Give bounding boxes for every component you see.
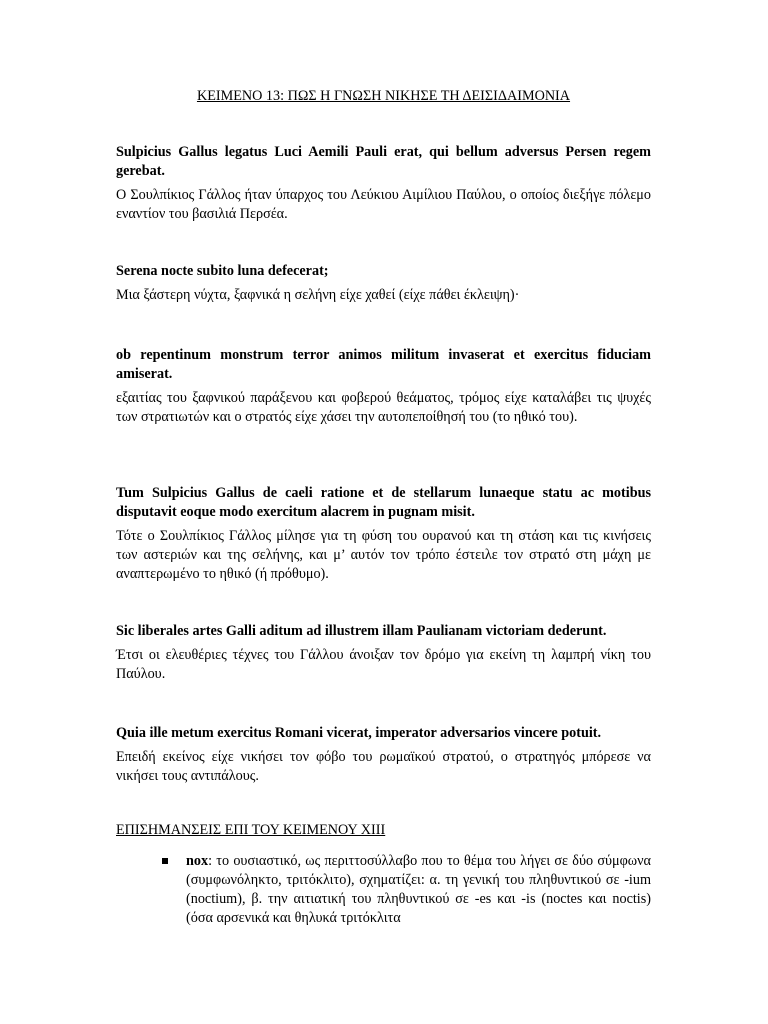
- list-item: [162, 852, 651, 928]
- greek-translation: Μια ξάστερη νύχτα, ξαφνικά η σελήνη είχε χαθεί (είχε πάθει έκλειψη)·: [116, 287, 520, 303]
- text-section-3: [116, 346, 651, 427]
- document-title: ΚΕΙΜΕΝΟ 13: ΠΩΣ Η ΓΝΩΣΗ ΝΙΚΗΣΕ ΤΗ ΔΕΙΣΙΔΑΙΜΟΝΙΑ: [196, 88, 571, 104]
- latin-sentence: Tum Sulpicius Gallus de caeli ratione et de stellarum lunaeque statu ac motibus disputavit eoque modo exercitum alacrem in pugnam misit.: [116, 485, 651, 520]
- note-term: nox: [186, 853, 209, 869]
- latin-sentence: Quia ille metum exercitus Romani vicerat, imperator adversarios vincere potuit.: [116, 725, 602, 741]
- greek-translation: Τότε ο Σουλπίκιος Γάλλος μίλησε για τη φύση του ουρανού και τη στάση και τις κινήσεις των αστεριών και της σελήνης, και μ’ αυτόν τον τρόπο έστειλε τον στρατό στη μάχη με αναπτερωμένο το ηθικό (ή πρόθυμο).: [116, 528, 651, 582]
- text-section-5: [116, 622, 651, 684]
- text-section-2: [116, 262, 651, 305]
- note-text: : το ουσιαστικό, ως περιττοσύλλαβο που το θέμα του λήγει σε δύο σύμφωνα (συμφωνόληκτο, τριτόκλιτο), σχηματίζει: α. τη γενική του πληθυντικού σε -ium (noctium), β. την αιτιατική του πληθυντικού σε -es και -is (noctes και noctis) (όσα αρσενικά και θηλυκά τριτόκλιτα: [186, 853, 651, 926]
- square-bullet-icon: [162, 858, 168, 864]
- greek-translation: Επειδή εκείνος είχε νικήσει τον φόβο του ρωμαϊκού στρατού, ο στρατηγός μπόρεσε να νικήσει τους αντιπάλους.: [116, 749, 651, 784]
- text-section-4: [116, 484, 651, 584]
- latin-sentence: ob repentinum monstrum terror animos militum invaserat et exercitus fiduciam amiserat.: [116, 347, 651, 382]
- greek-translation: εξαιτίας του ξαφνικού παράξενου και φοβερού θεάματος, τρόμος είχε καταλάβει τις ψυχές των στρατιωτών και ο στρατός είχε χάσει την αυτοπεποίθησή του (το ηθικό του).: [116, 390, 651, 425]
- greek-translation: Ο Σουλπίκιος Γάλλος ήταν ύπαρχος του Λεύκιου Αιμίλιου Παύλου, ο οποίος διεξήγε πόλεμο εναντίον του βασιλιά Περσέα.: [116, 187, 651, 222]
- latin-sentence: Sulpicius Gallus legatus Luci Aemili Pauli erat, qui bellum adversus Persen regem gerebat.: [116, 144, 651, 179]
- latin-sentence: Sic liberales artes Galli aditum ad illustrem illam Paulianam victoriam dederunt.: [116, 623, 607, 639]
- notes-heading: ΕΠΙΣΗΜΑΝΣΕΙΣ ΕΠΙ ΤΟΥ ΚΕΙΜΕΝΟΥ XIII: [116, 822, 386, 838]
- text-section-1: [116, 143, 651, 224]
- latin-sentence: Serena nocte subito luna defecerat;: [116, 263, 329, 279]
- notes-list: [162, 852, 651, 928]
- text-section-6: [116, 724, 651, 786]
- greek-translation: Έτσι οι ελευθέριες τέχνες του Γάλλου άνοιξαν τον δρόμο για εκείνη τη λαμπρή νίκη του Παύλου.: [116, 647, 651, 682]
